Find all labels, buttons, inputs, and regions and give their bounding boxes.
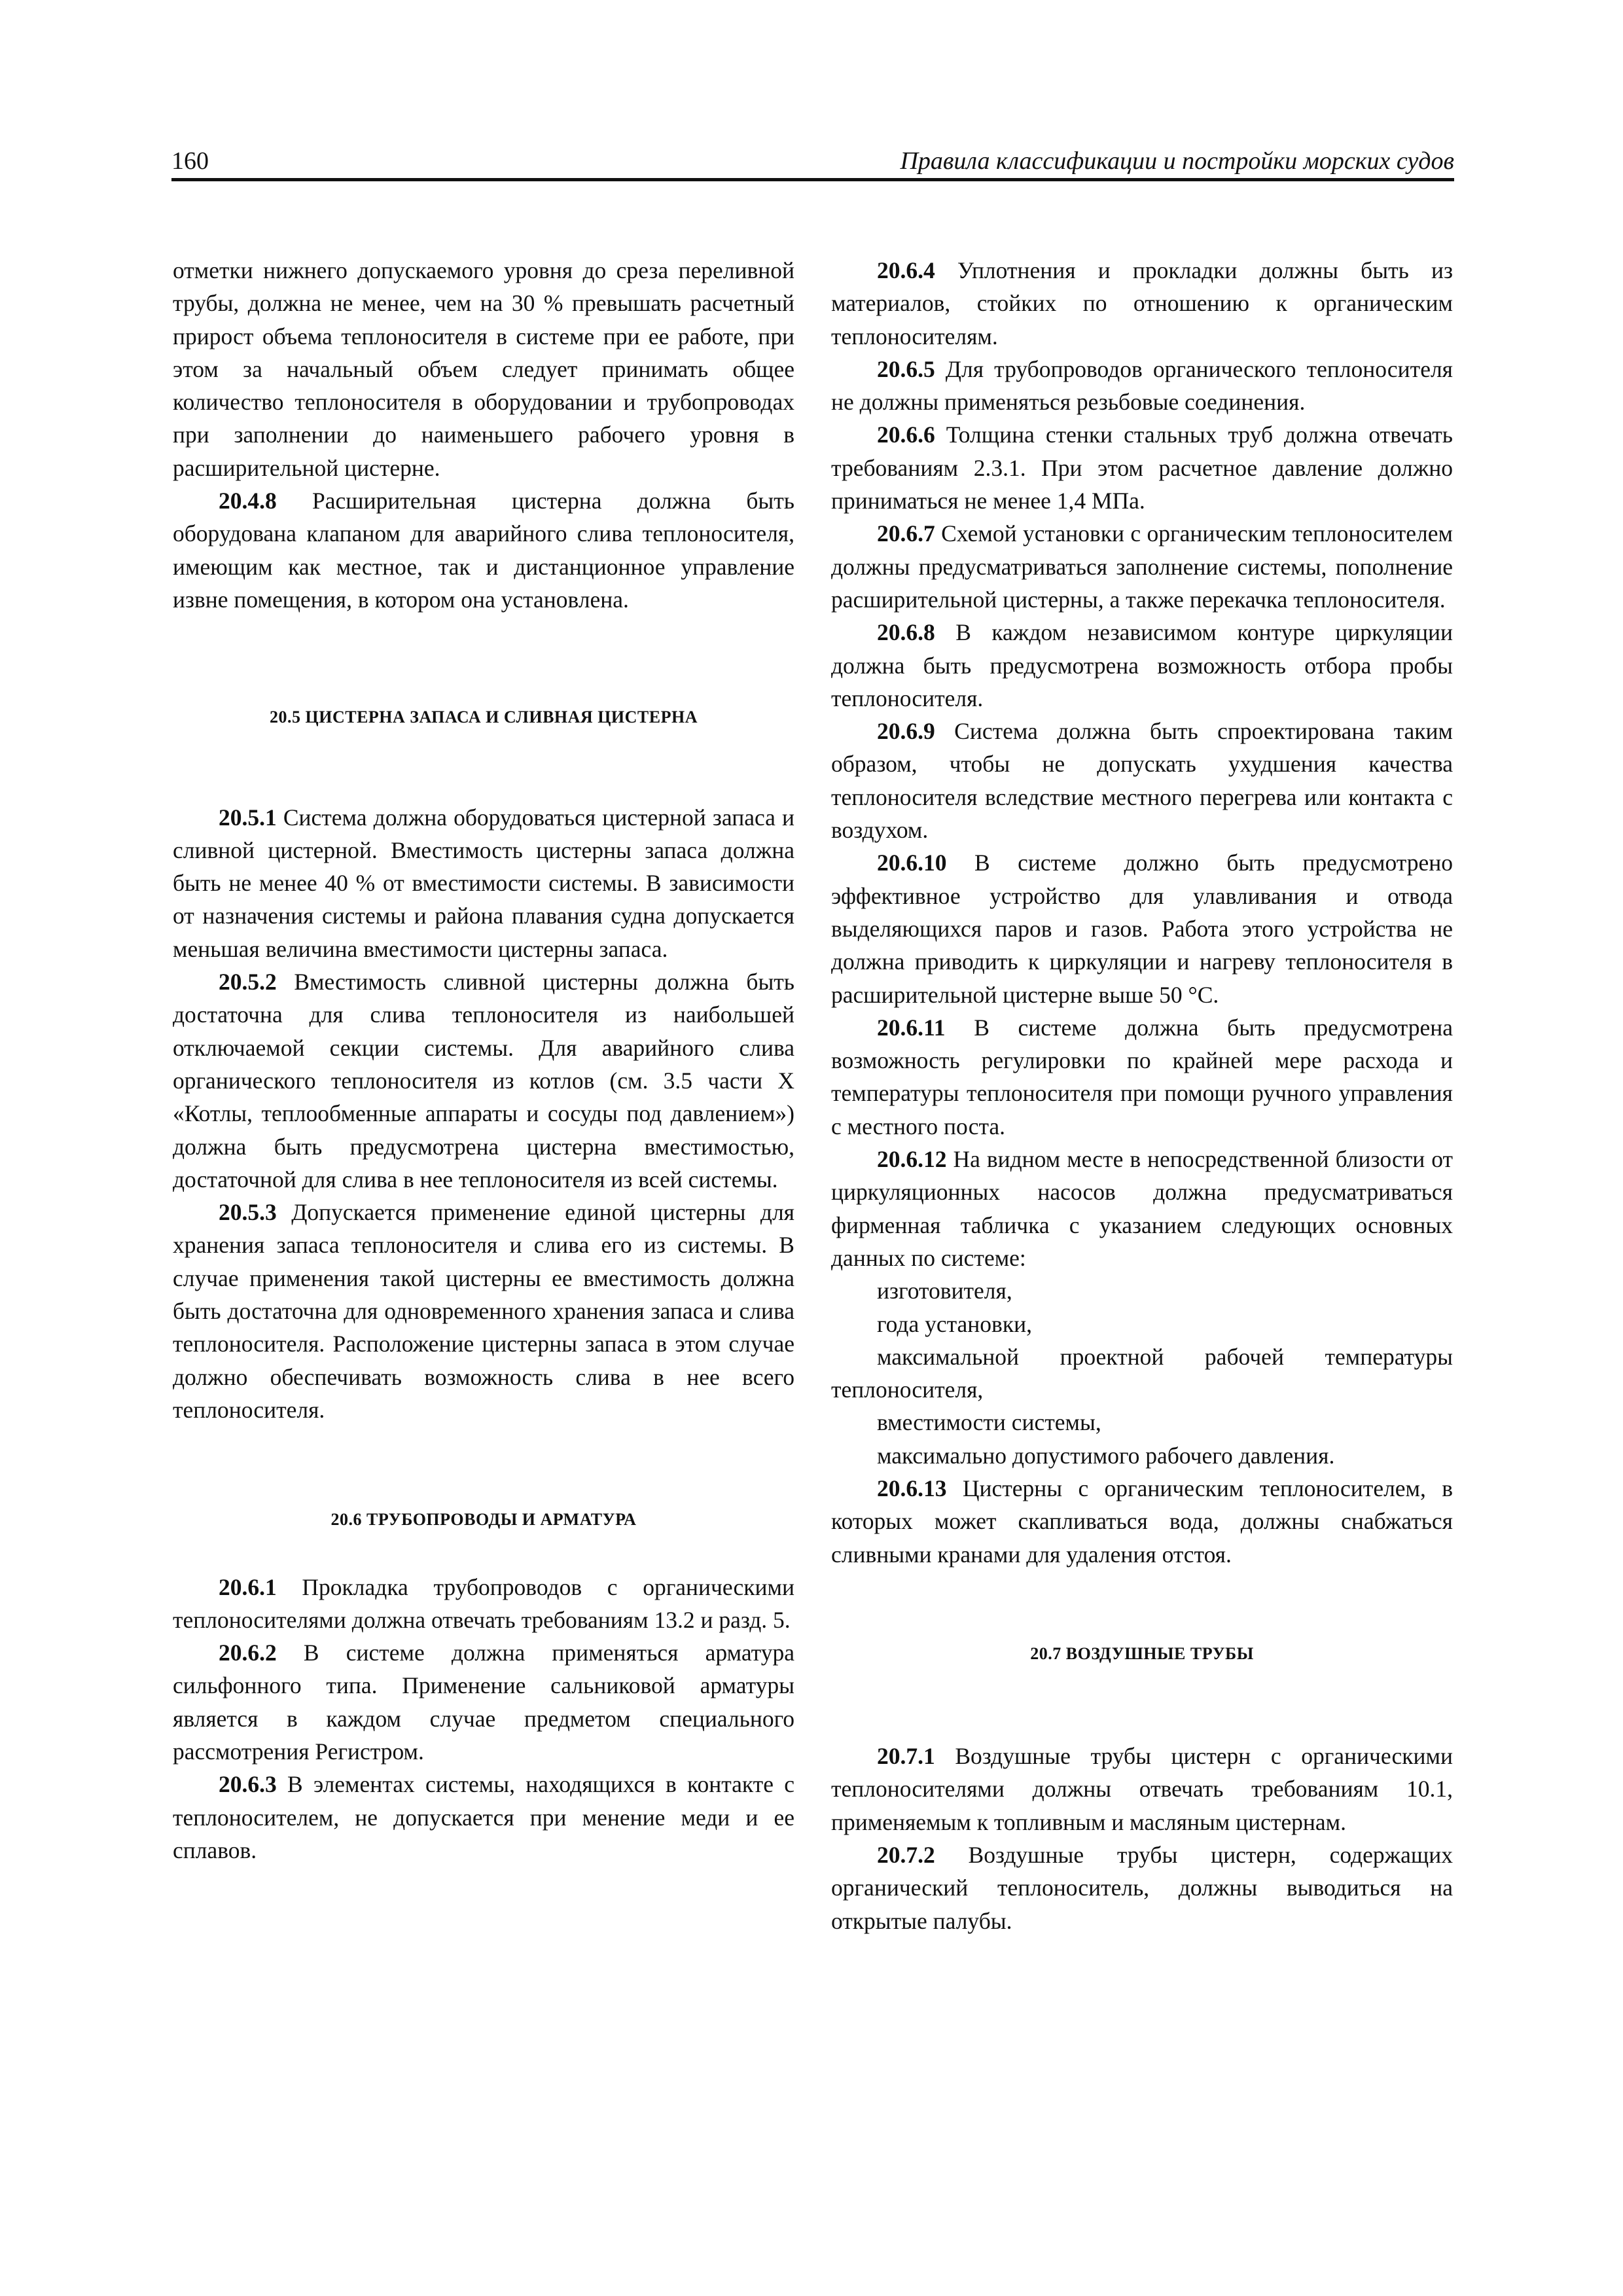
paragraph-20-5-1 (173, 801, 794, 965)
clause-text: Воздушные трубы цистерн, содержащих органический теплоноситель, должны выводиться на открытые палубы. (831, 1842, 1453, 1934)
list-item: вместимости системы, (877, 1409, 1101, 1436)
clause-text: В каждом независимом контуре циркуляции должна быть предусмотрена возможность отбора пробы теплоносителя. (831, 619, 1453, 711)
clause-number: 20.6.3 (219, 1771, 277, 1798)
clause-text: Система должна оборудоваться цистерной запаса и сливной цистерной. Вместимость цистерны запаса должна быть не менее 40 % от вместимости системы. В зависимости от назначения системы и района плавания судна допускается меньшая величина вместимости цистерны запаса. (173, 804, 794, 962)
clause-text: Схемой установки с органическим теплоносителем должны предусматриваться заполнение системы, пополнение расширительной цистерны, а также перекачка теплоносителя. (831, 520, 1453, 613)
clause-text: Прокладка трубопроводов с органическими теплоносителями должна отвечать требованиям 13.2 и разд. 5. (173, 1573, 794, 1633)
clause-number: 20.5.2 (219, 969, 277, 996)
clause-number: 20.7.2 (877, 1842, 935, 1869)
left-column (173, 254, 794, 1867)
clause-text: Толщина стенки стальных труб должна отвечать требованиям 2.3.1. При этом расчетное давление должно приниматься не менее 1,4 МПа. (831, 422, 1453, 514)
right-column (831, 254, 1453, 1937)
clause-text: Допускается применение единой цистерны для хранения запаса теплоносителя и слива его из системы. В случае применения такой цистерны ее вместимость должна быть достаточна для одновременного хранения запаса и слива теплоносителя. Расположение цистерны запаса в этом случае должно обеспечивать возможность слива в нее всего теплоносителя. (173, 1199, 794, 1423)
clause-number: 20.5.3 (219, 1199, 277, 1226)
paragraph-20-6-8 (831, 616, 1453, 715)
paragraph-20-7-2 (831, 1839, 1453, 1937)
list-item: максимально допустимого рабочего давления. (877, 1442, 1335, 1469)
list-item: максимальной проектной рабочей температуры теплоносителя, (831, 1343, 1453, 1403)
paragraph-20-4-8 (173, 484, 794, 616)
clause-number: 20.6.6 (877, 422, 935, 448)
section-heading-20-6: 20.6 ТРУБОПРОВОДЫ И АРМАТУРА (330, 1510, 637, 1530)
paragraph-continuation: отметки нижнего допускаемого уровня до среза переливной трубы, должна не менее, чем на 30 % превышать расчетный прирост объема теплоносителя в системе при ее работе, при этом за начальный объем следует принимать общее количество теплоносителя в оборудовании и трубопроводах при заполнении до наименьшего рабочего уровня в расширительной цистерне. (173, 257, 794, 481)
section-heading-20-5: 20.5 ЦИСТЕРНА ЗАПАСА И СЛИВНАЯ ЦИСТЕРНА (270, 708, 698, 727)
paragraph-20-6-9 (831, 715, 1453, 846)
clause-text: Вместимость сливной цистерны должна быть достаточна для слива теплоносителя из наибольшей отключаемой секции системы. Для аварийного слива органического теплоносителя из котлов (см. 3.5 части X «Котлы, теплообменные аппараты и сосуды под давлением») должна быть предусмотрена цистерна вместимостью, достаточной для слива в нее теплоносителя из всей системы. (173, 969, 794, 1193)
list-item: года установки, (877, 1310, 1032, 1337)
paragraph-20-6-4 (831, 254, 1453, 353)
clause-text: Уплотнения и прокладки должны быть из материалов, стойких по отношению к органическим теплоносителям. (831, 257, 1453, 350)
clause-number: 20.4.8 (219, 488, 277, 514)
clause-text: Воздушные трубы цистерн с органическими теплоносителями должны отвечать требованиям 10.1, применяемым к топливным и масляным цистернам. (831, 1743, 1453, 1835)
clause-text: В системе должна быть предусмотрена возможность регулировки по крайней мере расхода и температуры теплоносителя при помощи ручного управления с местного поста. (831, 1014, 1453, 1139)
clause-number: 20.6.13 (877, 1475, 947, 1501)
paragraph-20-6-2 (173, 1636, 794, 1768)
clause-number: 20.6.4 (877, 257, 935, 283)
clause-number: 20.5.1 (219, 804, 277, 831)
clause-number: 20.6.8 (877, 619, 935, 646)
paragraph-20-6-7 (831, 517, 1453, 616)
paragraph-20-6-13 (831, 1472, 1453, 1571)
clause-text: В системе должно быть предусмотрено эффективное устройство для улавливания и отвода выделяющихся паров и газов. Работа этого устройства не должна приводить к циркуляции и нагреву теплоносителя в расширительной цистерне выше 50 °С. (831, 850, 1453, 1008)
clause-number: 20.6.5 (877, 355, 935, 382)
paragraph-20-6-1 (173, 1571, 794, 1637)
clause-number: 20.6.9 (877, 718, 935, 745)
paragraph-20-7-1 (831, 1740, 1453, 1839)
page-number: 160 (171, 147, 209, 175)
paragraph-20-6-11 (831, 1011, 1453, 1143)
clause-number: 20.6.7 (877, 520, 935, 547)
paragraph-20-6-3 (173, 1768, 794, 1867)
paragraph-20-5-2 (173, 965, 794, 1196)
running-title: Правила классификации и постройки морских судов (900, 147, 1454, 175)
clause-number: 20.6.12 (877, 1146, 947, 1173)
clause-text: На видном месте в непосредственной близости от циркуляционных насосов должна предусматриваться фирменная табличка с указанием следующих основных данных по системе: (831, 1146, 1453, 1271)
clause-number: 20.6.10 (877, 850, 947, 876)
paragraph-20-6-10 (831, 846, 1453, 1011)
list-item: изготовителя, (877, 1278, 1012, 1304)
clause-text: В элементах системы, находящихся в контакте с теплоносителем, не допускается при менение меди и ее сплавов. (173, 1771, 794, 1863)
clause-text: Система должна быть спроектирована таким образом, чтобы не допускать ухудшения качества теплоносителя вследствие местного перегрева или контакта с воздухом. (831, 718, 1453, 844)
clause-text: Расширительная цистерна должна быть оборудована клапаном для аварийного слива теплоносителя, имеющим как местное, так и дистанционное управление извне помещения, в котором она установлена. (173, 488, 794, 613)
paragraph-20-6-12 (831, 1143, 1453, 1274)
clause-number: 20.6.2 (219, 1640, 277, 1666)
clause-text: В системе должна применяться арматура сильфонного типа. Применение сальниковой арматуры является в каждом случае предметом специального рассмотрения Регистром. (173, 1640, 794, 1765)
clause-number: 20.6.1 (219, 1573, 277, 1600)
clause-number: 20.7.1 (877, 1743, 935, 1770)
paragraph-20-6-6 (831, 418, 1453, 517)
clause-number: 20.6.11 (877, 1014, 946, 1041)
paragraph-20-5-3 (173, 1196, 794, 1426)
clause-text: Для трубопроводов органического теплоносителя не должны применяться резьбовые соединения. (831, 355, 1453, 416)
section-heading-20-7: 20.7 ВОЗДУШНЫЕ ТРУБЫ (1030, 1643, 1254, 1663)
clause-text: Цистерны с органическим теплоносителем, в которых может скапливаться вода, должны снабжаться сливными кранами для удаления отстоя. (831, 1475, 1453, 1568)
paragraph-20-6-5 (831, 353, 1453, 419)
page-header (171, 139, 1454, 181)
